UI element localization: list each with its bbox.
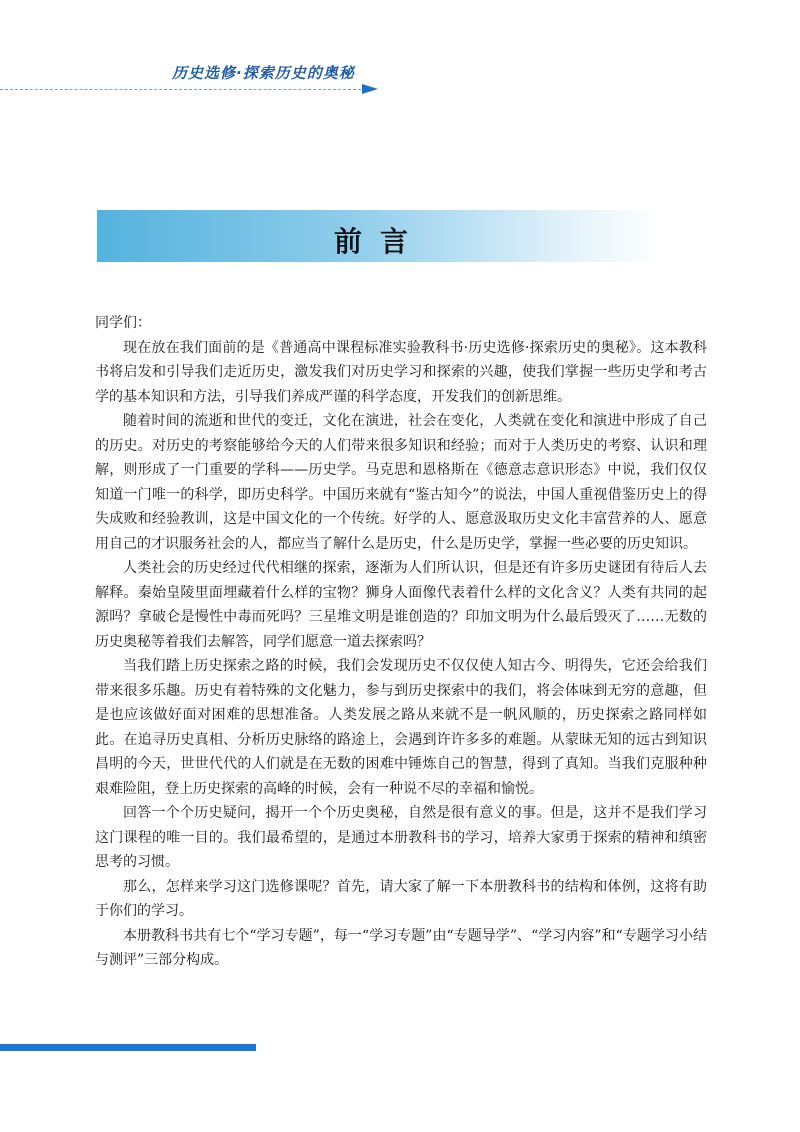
paragraph: 现在放在我们面前的是《普通高中课程标准实验教科书·历史选修·探索历史的奥秘》。这本教科书将启发和引导我们走近历史，激发我们对历史学习和探索的兴趣，使我们掌握一些历史学和考古学的基本知识和方法，引导我们养成严谨的科学态度，开发我们的创新思维。 bbox=[95, 339, 707, 405]
paragraph: 随着时间的流逝和世代的变迁，文化在演进，社会在变化，人类就在变化和演进中形成了自己的历史。对历史的考察能够给今天的人们带来很多知识和经验；而对于人类历史的考察、认识和理解，则形成了一门重要的学科——历史学。马克思和恩格斯在《德意志意识形态》中说，我们仅仅知道一门唯一的科学，即历史科学。中国历来就有“鉴古知今”的说法，中国人重视借鉴历史上的得失成败和经验教训，这是中国文化的一个传统。好学的人、愿意汲取历史文化丰富营养的人、愿意用自己的才识服务社会的人，都应当了解什么是历史，什么是历史学，掌握一些必要的历史知识。 bbox=[95, 413, 707, 552]
header-dashed-rule bbox=[0, 89, 366, 90]
footer-accent-bar bbox=[0, 1044, 256, 1051]
paragraph: 人类社会的历史经过代代相继的探索，逐渐为人们所认识，但是还有许多历史谜团有待后人去解释。秦始皇陵里面埋藏着什么样的宝物？狮身人面像代表着什么样的文化含义？人类有共同的起源吗？拿破仑是慢性中毒而死吗？三星堆文明是谁创造的？印加文明为什么最后毁灭了……无数的历史奥秘等着我们去解答，同学们愿意一道去探索吗？ bbox=[95, 560, 707, 650]
title-banner bbox=[97, 210, 663, 262]
preface-body bbox=[95, 311, 707, 973]
header-arrow-icon bbox=[362, 84, 378, 94]
salutation: 同学们： bbox=[95, 315, 151, 331]
page-title: 前言 bbox=[333, 225, 426, 258]
paragraph: 本册教科书共有七个“学习专题”，每一“学习专题”由“专题导学”、“学习内容”和“专题学习小结与测评”三部分构成。 bbox=[95, 927, 707, 968]
paragraph: 那么，怎样来学习这门选修课呢？首先，请大家了解一下本册教科书的结构和体例，这将有助于你们的学习。 bbox=[95, 878, 707, 919]
paragraph: 当我们踏上历史探索之路的时候，我们会发现历史不仅仅使人知古今、明得失，它还会给我们带来很多乐趣。历史有着特殊的文化魅力，参与到历史探索中的我们，将会体味到无穷的意趣，但是也应该做好面对困难的思想准备。人类发展之路从来就不是一帆风顺的，历史探索之路同样如此。在追寻历史真相、分析历史脉络的路途上，会遇到许许多多的难题。从蒙昧无知的远古到知识昌明的今天，世世代代的人们就是在无数的困难中锤炼自己的智慧，得到了真知。当我们克服种种艰难险阻，登上历史探索的高峰的时候，会有一种说不尽的幸福和愉悦。 bbox=[95, 658, 707, 797]
running-head-title: 历史选修·探索历史的奥秘 bbox=[172, 64, 355, 82]
paragraph: 回答一个个历史疑问，揭开一个个历史奥秘，自然是很有意义的事。但是，这并不是我们学习这门课程的唯一目的。我们最希望的，是通过本册教科书的学习，培养大家勇于探索的精神和缜密思考的习惯。 bbox=[95, 805, 707, 870]
